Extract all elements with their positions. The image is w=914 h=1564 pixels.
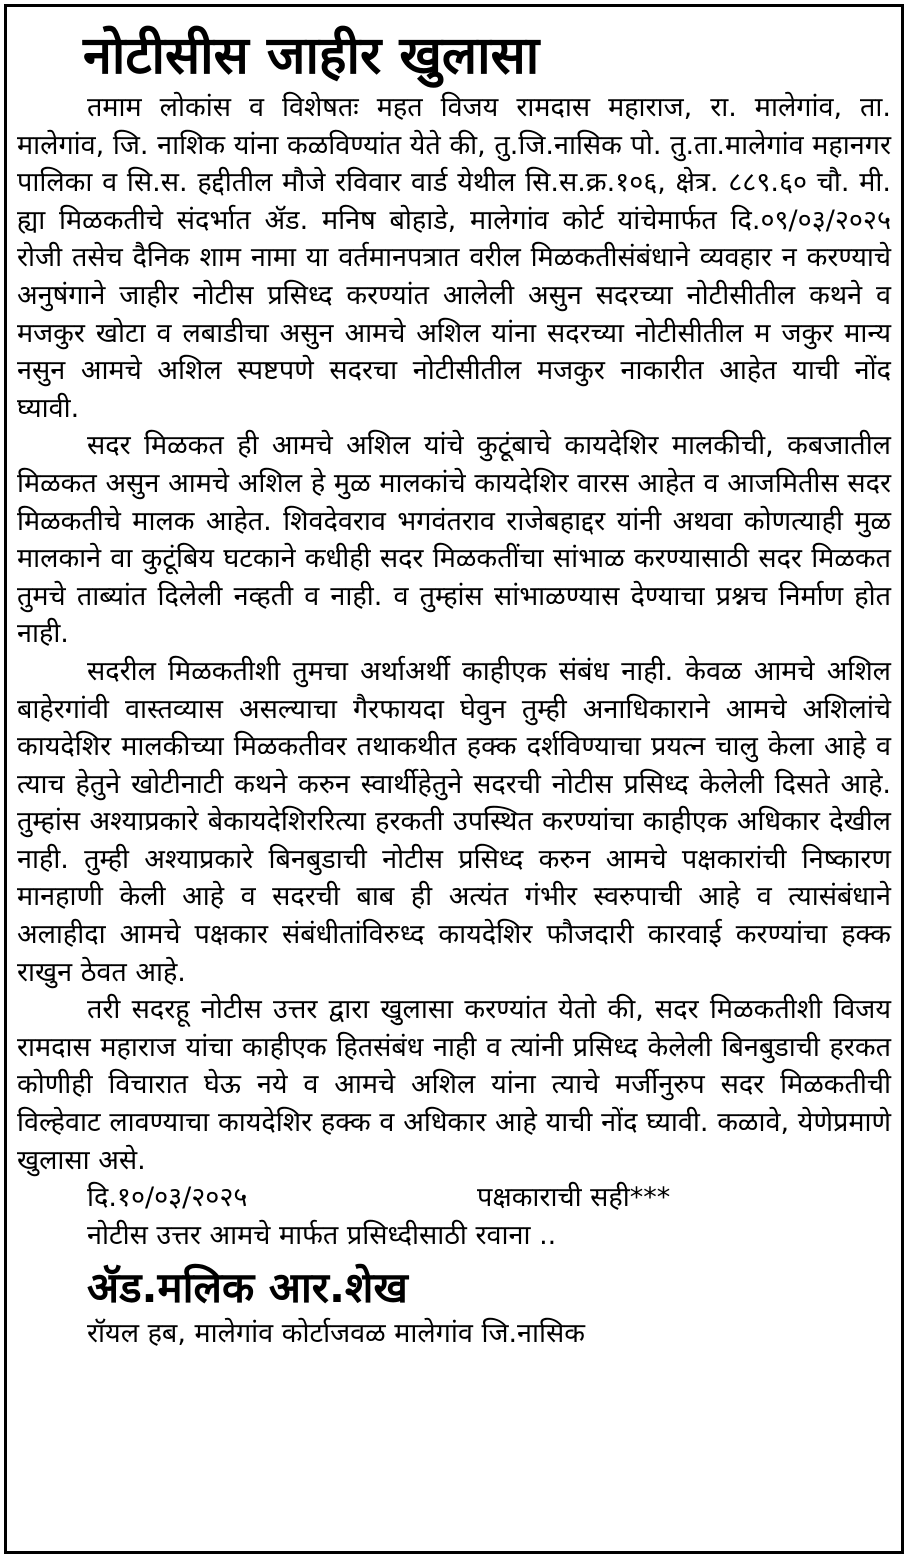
- notice-paragraph-1: तमाम लोकांस व विशेषतः महत विजय रामदास महाराज, रा. मालेगांव, ता. मालेगांव, जि. नाशिक यांना कळविण्यांत येते की, तु.जि.नासिक पो. तु.ता.मालेगांव महानगर पालिका व सि.स. हद्दीतील मौजे रविवार वार्ड येथील सि.स.क्र.१०६, क्षेत्र. ८८९.६० चौ. मी. ह्या मिळकतीचे संदर्भात ॲड. मनिष बोहाडे, मालेगांव कोर्ट यांचेमार्फत दि.०९/०३/२०२५ रोजी तसेच दैनिक शाम नामा या वर्तमानपत्रात वरील मिळकतीसंबंधाने व्यवहार न करण्याचे अनुषंगाने जाहीर नोटीस प्रसिध्द करण्यांत आलेली असुन सदरच्या नोटीसीतील कथने व मजकुर खोटा व लबाडीचा असुन आमचे अशिल यांना सदरच्या नोटीसीतील म जकुर मान्य नसुन आमचे अशिल स्पष्टपणे सदरचा नोटीसीतील मजकुर नाकारीत आहेत याची नोंद घ्यावी.: [17, 92, 891, 424]
- advocate-address: रॉयल हब, मालेगांव कोर्टाजवळ मालेगांव जि.नासिक: [87, 1318, 586, 1350]
- dispatch-line: नोटीस उत्तर आमचे मार्फत प्रसिध्दीसाठी रवाना ..: [87, 1220, 557, 1252]
- notice-paragraph-4: तरी सदरहू नोटीस उत्तर द्वारा खुलासा करण्यांत येतो की, सदर मिळकतीशी विजय रामदास महाराज यांचा काहीएक हितसंबंध नाही व त्यांनी प्रसिध्द केलेली बिनबुडाची हरकत कोणीही विचारात घेऊ नये व आमचे अशिल यांना त्याचे मर्जीनुरुप सदर मिळकतीची विल्हेवाट लावण्याचा कायदेशिर हक्क व अधिकार आहे याची नोंद घ्यावी. कळावे, येणेप्रमाणे खुलासा असे.: [17, 994, 891, 1176]
- advocate-name: ॲड.मलिक आर.शेख: [87, 1263, 408, 1313]
- notice-paragraph-3: सदरील मिळकतीशी तुमचा अर्थाअर्थी काहीएक संबंध नाही. केवळ आमचे अशिल बाहेरगांवी वास्तव्यास असल्याचा गैरफायदा घेवुन तुम्ही अनाधिकाराने आमचे अशिलांचे कायदेशिर मालकीच्या मिळकतीवर तथाकथीत हक्क दर्शविण्याचा प्रयत्न चालु केला आहे व त्याच हेतुने खोटीनाटी कथने करुन स्वार्थीहेतुने सदरची नोटीस प्रसिध्द केलेली दिसते आहे. तुम्हांस अश्याप्रकारे बेकायदेशिररित्या हरकती उपस्थित करण्यांचा काहीएक अधिकार देखील नाही. तुम्ही अश्याप्रकारे बिनबुडाची नोटीस प्रसिध्द करुन आमचे पक्षकारांची निष्कारण मानहाणी केली आहे व सदरची बाब ही अत्यंत गंभीर स्वरुपाची आहे व त्यासंबंधाने अलाहीदा आमचे पक्षकार संबंधीतांविरुध्द कायदेशिर फौजदारी कारवाई करण्यांचा हक्क राखुन ठेवत आहे.: [17, 655, 891, 988]
- notice-title: नोटीसीस जाहीर खुलासा: [83, 26, 540, 86]
- notice-body: [17, 89, 891, 1353]
- notice-date: दि.१०/०३/२०२५: [87, 1182, 248, 1214]
- public-notice-reply: [4, 4, 904, 1554]
- party-signature: पक्षकाराची सही***: [477, 1182, 671, 1214]
- notice-paragraph-2: सदर मिळकत ही आमचे अशिल यांचे कुटूंबाचे कायदेशिर मालकीची, कबजातील मिळकत असुन आमचे अशिल हे मुळ मालकांचे कायदेशिर वारस आहेत व आजमितीस सदर मिळकतीचे मालक आहेत. शिवदेवराव भगवंतराव राजेबहाद्दर यांनी अथवा कोणत्याही मुळ मालकाने वा कुटूंबिय घटकाने कधीही सदर मिळकतींचा सांभाळ करण्यासाठी सदर मिळकत तुमचे ताब्यांत दिलेली नव्हती व नाही. व तुम्हांस सांभाळण्यास देण्याचा प्रश्नच निर्माण होत नाही.: [17, 430, 891, 650]
- signature-row: [17, 1179, 891, 1217]
